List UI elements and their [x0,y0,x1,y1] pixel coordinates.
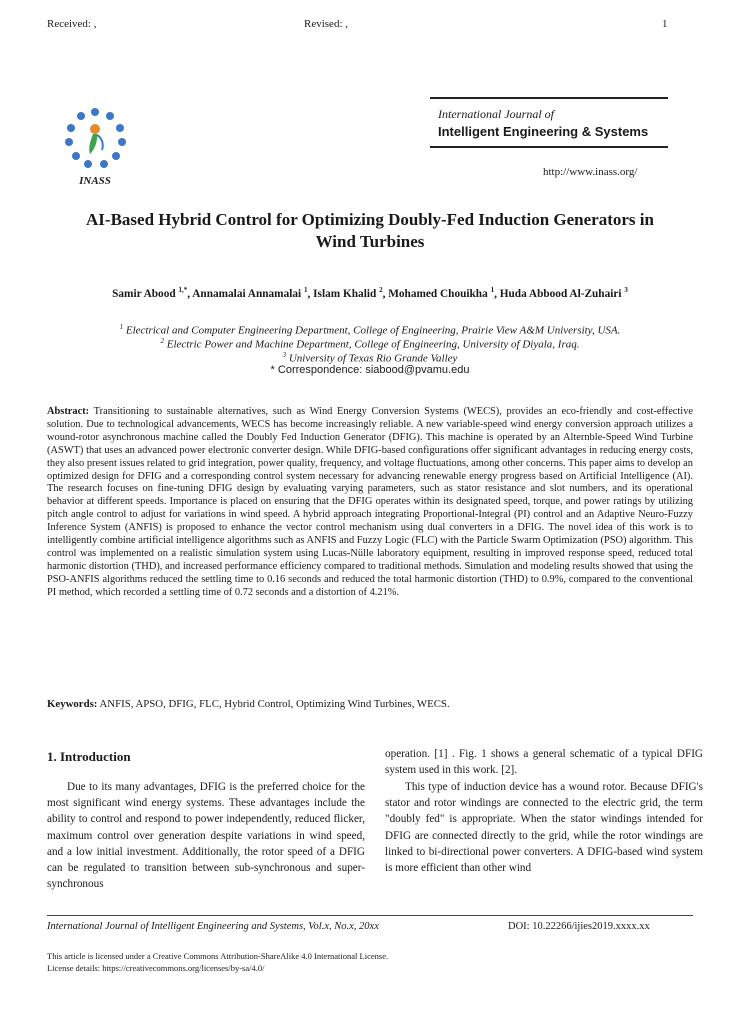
page-number: 1 [662,18,668,30]
journal-url[interactable]: http://www.inass.org/ [543,166,638,178]
author-affiliation-sup: 1 [490,286,495,294]
column-right-paragraph-2: This type of induction device has a wound rotor. Because DFIG's stator and rotor windings are connected to the electric grid, the term "doubly fed" is appropriate. When the stator windings intended for DFIG are connected directly to the grid, while the rotor windings are linked to bi-directional power converters. A DFIG-based wind system is more efficient than other wind [385,781,703,875]
footer-journal-ref: International Journal of Intelligent Engineering and Systems, Vol.x, No.x, 20xx [47,921,379,932]
column-right-paragraph-1: operation. [1] . Fig. 1 shows a general schematic of a typical DFIG system used in this work. [2]. [385,748,703,777]
license-text: This article is licensed under a Creative Commons Attribution-ShareAlike 4.0 International License. [47,951,389,961]
affiliation-sup: 3 [282,351,287,359]
keywords-text: ANFIS, APSO, DFIG, FLC, Hybrid Control, Optimizing Wind Turbines, WECS. [99,698,450,710]
paper-title [40,209,700,253]
journal-rule-bottom [430,146,668,148]
author-name: Annamalai Annamalai [192,287,302,300]
column-left-paragraph: Due to its many advantages, DFIG is the preferred choice for the most significant wind energy systems. These advantages include the ability to control and respond to power independently, reduced flicker, maximum control over generation despite variations in wind speed, and a low initial investment. Additionally, the rotor speed of a DFIG can be regulated to transition between sub-synchronous and super-synchronous [47,781,365,891]
paper-title-line1: AI-Based Hybrid Control for Optimizing Doubly-Fed Induction Generators in [86,210,654,229]
keywords [47,698,693,710]
affiliation-text: Electric Power and Machine Department, College of Engineering, University of Diyala, Iraq. [166,338,580,351]
author-affiliation-sup: 1 [304,286,308,294]
author-name: Mohamed Chouikha [388,287,488,300]
affiliation-text: Electrical and Computer Engineering Department, College of Engineering, Prairie View A&M University, USA. [125,324,621,337]
author-list: Samir Abood $^{1,*}$, Annamalai Annamalai $^1$, Islam Khalid $^2$, Mohamed Chouikha $^1$, Huda Abbood Al-Zuhairi $^3$ [112,286,628,300]
license-details[interactable]: License details: https://creativecommons.org/licenses/by-sa/4.0/ [47,963,265,973]
journal-title-italic: International Journal of [438,107,554,121]
paper-title-line2: Wind Turbines [315,232,425,251]
correspondence: * Correspondence: siabood@pvamu.edu [270,364,470,376]
inass-logo-icon [60,106,130,170]
abstract [47,406,693,600]
journal-title: Intelligent Engineering & Systems [438,124,649,139]
author-name: Huda Abbood Al-Zuhairi [499,287,622,300]
keywords-label: Keywords: [47,698,98,710]
abstract-label: Abstract: [47,406,90,417]
author-affiliation-sup: 1,* [178,286,188,294]
affiliation-sup: 2 [160,337,164,345]
section-heading-introduction: 1. Introduction [47,749,131,764]
affiliation [30,348,710,366]
affiliation-text: University of Texas Rio Grande Valley [288,352,458,365]
footer-rule [47,915,693,916]
affiliation-sup: 1 [119,323,124,331]
journal-rule-top [430,97,668,99]
author-name: Islam Khalid [313,287,377,300]
received-label: Received: , [47,18,97,30]
revised-label: Revised: , [304,18,348,30]
author-affiliation-sup: 2 [379,286,383,294]
author-name: Samir Abood [112,287,176,300]
logo-text: INASS [79,175,111,187]
abstract-text: Transitioning to sustainable alternatives, such as Wind Energy Conversion Systems (WECS), provides an eco-friendly and cost-effective solution. Due to technological advancements, WECS has become increasingly reliable. A new variable-speed wind energy conversion approach utilizes a wound-rotor asynchronous machine called the Doubly Fed Induction Generator (DFIG). This machine is operated by an Alternble-Speed Wind Turbine (ASWT) that uses an advanced power electronic converter design. While DFIG-based configurations offer significant advantages in reducing energy costs, they also present issues related to grid integration, power quality, frequency, and voltage fluctuations, among other concerns. This paper aims to develop an optimized design for DFIG and a corresponding control system necessary for advancing renewable energy progress based on Artificial Intelligence (AI). The research focuses on fine-tuning DFIG design by evaluating varying parameters, such as stator resistance and slot numbers, and its operational behavior at different speeds. Importance is placed on ensuring that the DFIG operates within its designated speed, torque, and power ratings by utilizing pitch angle control to adjust for variations in wind speed. A hybrid approach integrating Proportional-Integral (PI) control and an Adaptive Neuro-Fuzzy Inference System (ANFIS) is proposed to enhance the vector control mechanism using dual converters in a DFIG. The novel idea of this work is to intelligently combine artificial intelligence algorithms such as ANFIS and Fuzzy Logic (FLC) with the Particle Swarm Optimization (PSO) algorithm. This control was implemented on a realistic simulation system using Lucas-Nülle laboratory equipment, resulting in improved response speed, reduced total harmonic distortion (THD), and increased performance efficiency compared to traditional methods. Simulation and modeling results showed that using the PSO-ANFIS algorithms reduced the settling time to 0.16 seconds and reduced the total harmonic distortion (THD) to 0.9%, compared to the conventional PI method, which recorded a settling time of 0.72 seconds and a distortion of 4.21%. [47,406,694,598]
footer-doi[interactable]: DOI: 10.22266/ijies2019.xxxx.xx [508,921,650,932]
inass-logo [60,106,130,186]
author-affiliation-sup: 3 [624,286,628,294]
